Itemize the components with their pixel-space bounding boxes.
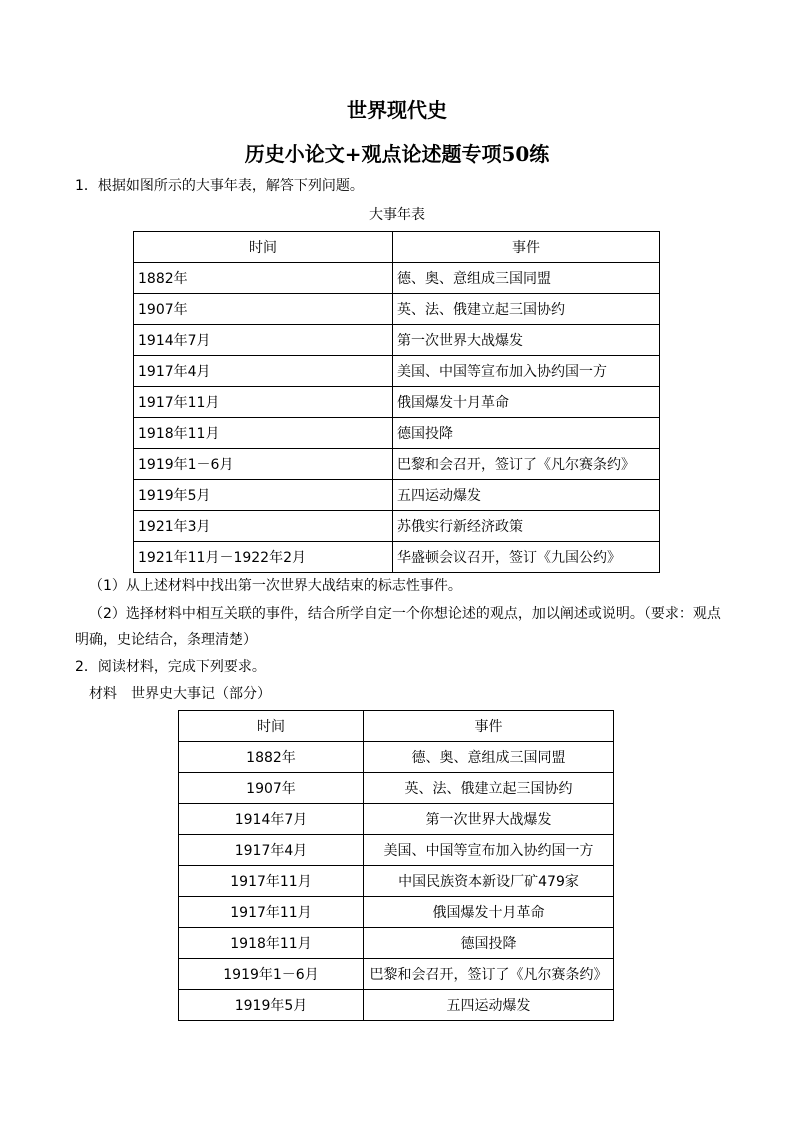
time-cell: 1907年 (134, 294, 393, 325)
event-cell: 苏俄实行新经济政策 (393, 511, 660, 542)
table-row (134, 263, 660, 294)
column-header-event: 事件 (364, 711, 614, 742)
table-row (134, 294, 660, 325)
table-row (134, 511, 660, 542)
table-1-body (134, 263, 660, 573)
event-cell: 俄国爆发十月革命 (393, 387, 660, 418)
table-row (134, 542, 660, 573)
event-cell: 俄国爆发十月革命 (364, 897, 614, 928)
event-cell: 中国民族资本新设厂矿479家 (364, 866, 614, 897)
event-cell: 美国、中国等宣布加入协约国一方 (393, 356, 660, 387)
table-row (179, 773, 614, 804)
time-cell: 1917年4月 (179, 835, 364, 866)
page-title: 世界现代史 (347, 98, 447, 122)
event-cell: 德国投降 (393, 418, 660, 449)
question-1-sub-2-line-1: （2）选择材料中相互关联的事件，结合所学自定一个你想论述的观点，加以阐述或说明。（要求：观点 (89, 606, 721, 622)
event-cell: 第一次世界大战爆发 (393, 325, 660, 356)
time-cell: 1919年1－6月 (179, 959, 364, 990)
table-row (179, 959, 614, 990)
column-header-time: 时间 (134, 232, 393, 263)
time-cell: 1921年11月－1922年2月 (134, 542, 393, 573)
event-cell: 英、法、俄建立起三国协约 (364, 773, 614, 804)
time-cell: 1914年7月 (179, 804, 364, 835)
question-2-stem: 2．阅读材料，完成下列要求。 (75, 659, 266, 675)
table-row (134, 325, 660, 356)
event-cell: 五四运动爆发 (364, 990, 614, 1021)
time-cell: 1918年11月 (134, 418, 393, 449)
question-1-stem: 1．根据如图所示的大事年表，解答下列问题。 (75, 178, 364, 194)
page-subtitle: 历史小论文+观点论述题专项50练 (244, 142, 550, 166)
table-row (179, 928, 614, 959)
time-cell: 1882年 (179, 742, 364, 773)
event-cell: 德国投降 (364, 928, 614, 959)
event-cell: 第一次世界大战爆发 (364, 804, 614, 835)
event-cell: 巴黎和会召开，签订了《凡尔赛条约》 (393, 449, 660, 480)
table-header-row (134, 232, 660, 263)
table-row (134, 480, 660, 511)
time-cell: 1921年3月 (134, 511, 393, 542)
column-header-event: 事件 (393, 232, 660, 263)
table-row (179, 804, 614, 835)
table-2-body (179, 742, 614, 1021)
table-header-row (179, 711, 614, 742)
material-label: 材料 世界史大事记（部分） (89, 686, 271, 702)
event-table-2 (178, 710, 614, 1021)
time-cell: 1919年5月 (179, 990, 364, 1021)
event-cell: 华盛顿会议召开，签订《九国公约》 (393, 542, 660, 573)
table-row (179, 866, 614, 897)
time-cell: 1917年11月 (179, 866, 364, 897)
column-header-time: 时间 (179, 711, 364, 742)
event-cell: 五四运动爆发 (393, 480, 660, 511)
table-row (179, 742, 614, 773)
question-1-sub-1: （1）从上述材料中找出第一次世界大战结束的标志性事件。 (89, 578, 462, 594)
event-table-1 (133, 231, 660, 573)
table-row (134, 356, 660, 387)
table-row (134, 449, 660, 480)
time-cell: 1917年11月 (134, 387, 393, 418)
table-row (134, 387, 660, 418)
table-1-caption: 大事年表 (369, 207, 425, 223)
table-row (179, 990, 614, 1021)
time-cell: 1917年4月 (134, 356, 393, 387)
table-row (179, 835, 614, 866)
event-cell: 英、法、俄建立起三国协约 (393, 294, 660, 325)
table-row (134, 418, 660, 449)
time-cell: 1907年 (179, 773, 364, 804)
event-cell: 美国、中国等宣布加入协约国一方 (364, 835, 614, 866)
event-cell: 德、奥、意组成三国同盟 (364, 742, 614, 773)
event-cell: 巴黎和会召开，签订了《凡尔赛条约》 (364, 959, 614, 990)
time-cell: 1917年11月 (179, 897, 364, 928)
time-cell: 1882年 (134, 263, 393, 294)
time-cell: 1918年11月 (179, 928, 364, 959)
question-1-sub-2-line-2: 明确，史论结合，条理清楚） (75, 632, 257, 648)
time-cell: 1919年1－6月 (134, 449, 393, 480)
time-cell: 1919年5月 (134, 480, 393, 511)
event-cell: 德、奥、意组成三国同盟 (393, 263, 660, 294)
time-cell: 1914年7月 (134, 325, 393, 356)
table-row (179, 897, 614, 928)
